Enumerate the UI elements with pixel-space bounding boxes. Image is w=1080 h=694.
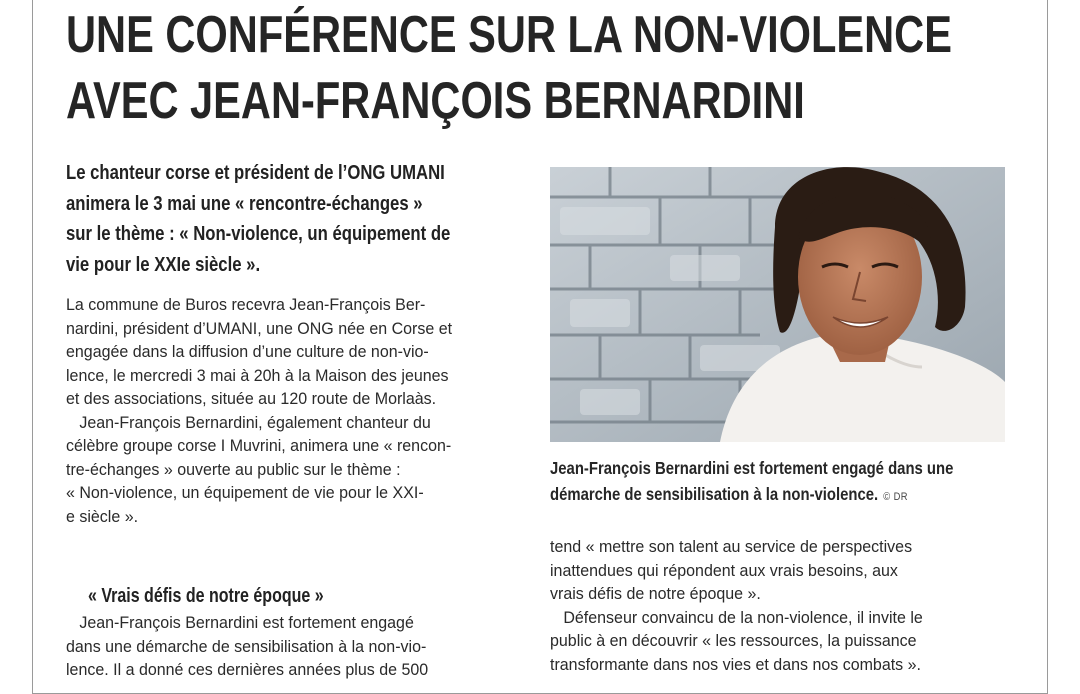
body-line: Jean-François Bernardini, également chanteur du <box>66 413 431 432</box>
body-column-right <box>550 536 1006 677</box>
caption-line <box>550 481 1009 510</box>
body-line: La commune de Buros recevra Jean-François Ber- <box>66 296 426 314</box>
article-lead <box>66 158 522 280</box>
body-line: tend « mettre son talent au service de perspectives <box>550 538 913 556</box>
portrait-illustration <box>550 167 1005 442</box>
body-line: tre-échanges » ouverte au public sur le thème : <box>66 460 401 479</box>
body-line: célèbre groupe corse I Muvrini, animera une « rencon- <box>66 437 452 455</box>
body-line: nardini, président d’UMANI, une ONG née en Corse et <box>66 319 453 338</box>
lead-line: Le chanteur corse et président de l’ONG UMANI <box>66 161 445 184</box>
photo-credit: © DR <box>883 491 908 503</box>
headline-line-2: AVEC JEAN-FRANÇOIS BERNARDINI <box>66 72 805 130</box>
body-line: public à en découvrir « les ressources, la puissance <box>550 632 917 650</box>
article-headline <box>66 2 952 134</box>
body-line: vrais défis de notre époque ». <box>550 585 761 603</box>
body-line: inattendues qui répondent aux vrais besoins, aux <box>550 561 898 580</box>
body-line: lence, le mercredi 3 mai à 20h à la Maison des jeunes <box>66 366 449 385</box>
body-line: et des associations, située au 120 route de Morlaàs. <box>66 390 437 408</box>
article-subhead: « Vrais défis de notre époque » <box>88 585 324 607</box>
body-line: transformante dans nos vies et dans nos combats ». <box>550 655 921 674</box>
body-line: e siècle ». <box>66 507 139 526</box>
body-line: Jean-François Bernardini est fortement engagé <box>66 614 414 632</box>
lead-line: animera le 3 mai une « rencontre-échanges » <box>66 191 423 215</box>
caption-text: démarche de sensibilisation à la non-violence. <box>550 484 879 504</box>
caption-line: Jean-François Bernardini est fortement engagé dans une <box>550 458 954 478</box>
lead-line: sur le thème : « Non-violence, un équipement de <box>66 222 451 245</box>
article-photo <box>550 167 1005 442</box>
photo-caption <box>550 455 1009 510</box>
body-line: « Non-violence, un équipement de vie pour le XXI- <box>66 484 424 502</box>
body-column-left-continued <box>66 612 522 683</box>
body-line: Défenseur convaincu de la non-violence, il invite le <box>550 608 923 627</box>
lead-line: vie pour le XXIe siècle ». <box>66 252 261 276</box>
headline-line-1: UNE CONFÉRENCE SUR LA NON-VIOLENCE <box>66 6 952 64</box>
body-line: dans une démarche de sensibilisation à la non-vio- <box>66 637 427 656</box>
body-line: engagée dans la diffusion d’une culture de non-vio- <box>66 343 429 361</box>
body-line: lence. Il a donné ces dernières années plus de 500 <box>66 661 429 679</box>
body-column-left <box>66 294 522 529</box>
